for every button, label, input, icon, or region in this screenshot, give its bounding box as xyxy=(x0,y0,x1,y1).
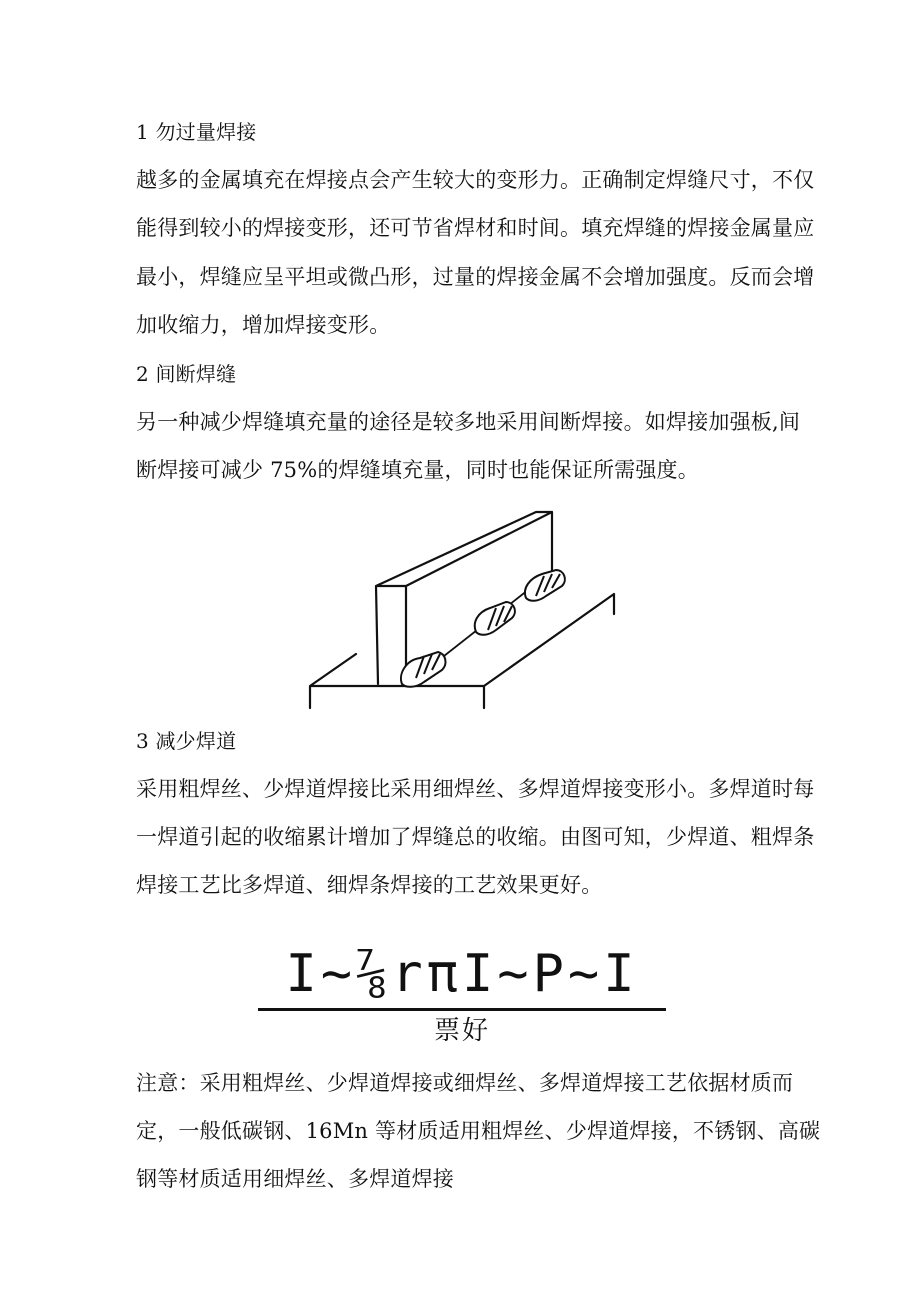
section-1-heading: 1 勿过量焊接 xyxy=(136,120,257,144)
weld-bead-back xyxy=(525,570,565,601)
section-2-heading: 2 间断焊缝 xyxy=(136,362,237,386)
section-3-heading: 3 减少焊道 xyxy=(136,729,237,753)
weld-bead-middle xyxy=(475,602,515,635)
note-line-3: 钢等材质适用细焊丝、多焊道焊接 xyxy=(136,1167,454,1191)
formula-numerator: I~⅞rπI~P~I xyxy=(285,944,639,1004)
note-line-1: 注意：采用粗焊丝、少焊道焊接或细焊丝、多焊道焊接工艺依据材质而 xyxy=(136,1071,794,1095)
section-3-line-1: 采用粗焊丝、少焊道焊接比采用细焊丝、多焊道焊接变形小。多焊道时每 xyxy=(136,777,815,801)
note-line-2: 定，一般低碳钢、16Mn 等材质适用粗焊丝、少焊道焊接，不锈钢、高碳 xyxy=(136,1119,821,1143)
section-2-line-2: 断焊接可减少 75%的焊缝填充量，同时也能保证所需强度。 xyxy=(136,458,699,482)
weld-bead-front xyxy=(401,652,446,687)
section-1-line-4: 加收缩力，增加焊接变形。 xyxy=(136,313,391,337)
section-1-line-2: 能得到较小的焊接变形，还可节省焊材和时间。填充焊缝的焊接金属量应 xyxy=(136,216,815,240)
section-1-line-3: 最小，焊缝应呈平坦或微凸形，过量的焊接金属不会增加强度。反而会增 xyxy=(136,265,815,289)
section-1-line-1: 越多的金属填充在焊接点会产生较大的变形力。正确制定焊缝尺寸，不仅 xyxy=(136,168,815,192)
base-plate xyxy=(310,594,614,708)
section-2-line-1: 另一种减少焊缝填充量的途径是较多地采用间断焊接。如焊接加强板,间 xyxy=(136,410,801,434)
formula-figure xyxy=(258,944,666,1054)
section-3-line-2: 一焊道引起的收缩累计增加了焊缝总的收缩。由图可知，少焊道、粗焊条 xyxy=(136,825,815,849)
formula-denominator: 票好 xyxy=(433,1016,490,1046)
formula-fraction-bar xyxy=(258,1008,666,1011)
section-3-line-3: 焊接工艺比多焊道、细焊条焊接的工艺效果更好。 xyxy=(136,873,603,897)
intermittent-weld-figure xyxy=(306,508,616,710)
weld-diagram-svg xyxy=(306,508,616,710)
